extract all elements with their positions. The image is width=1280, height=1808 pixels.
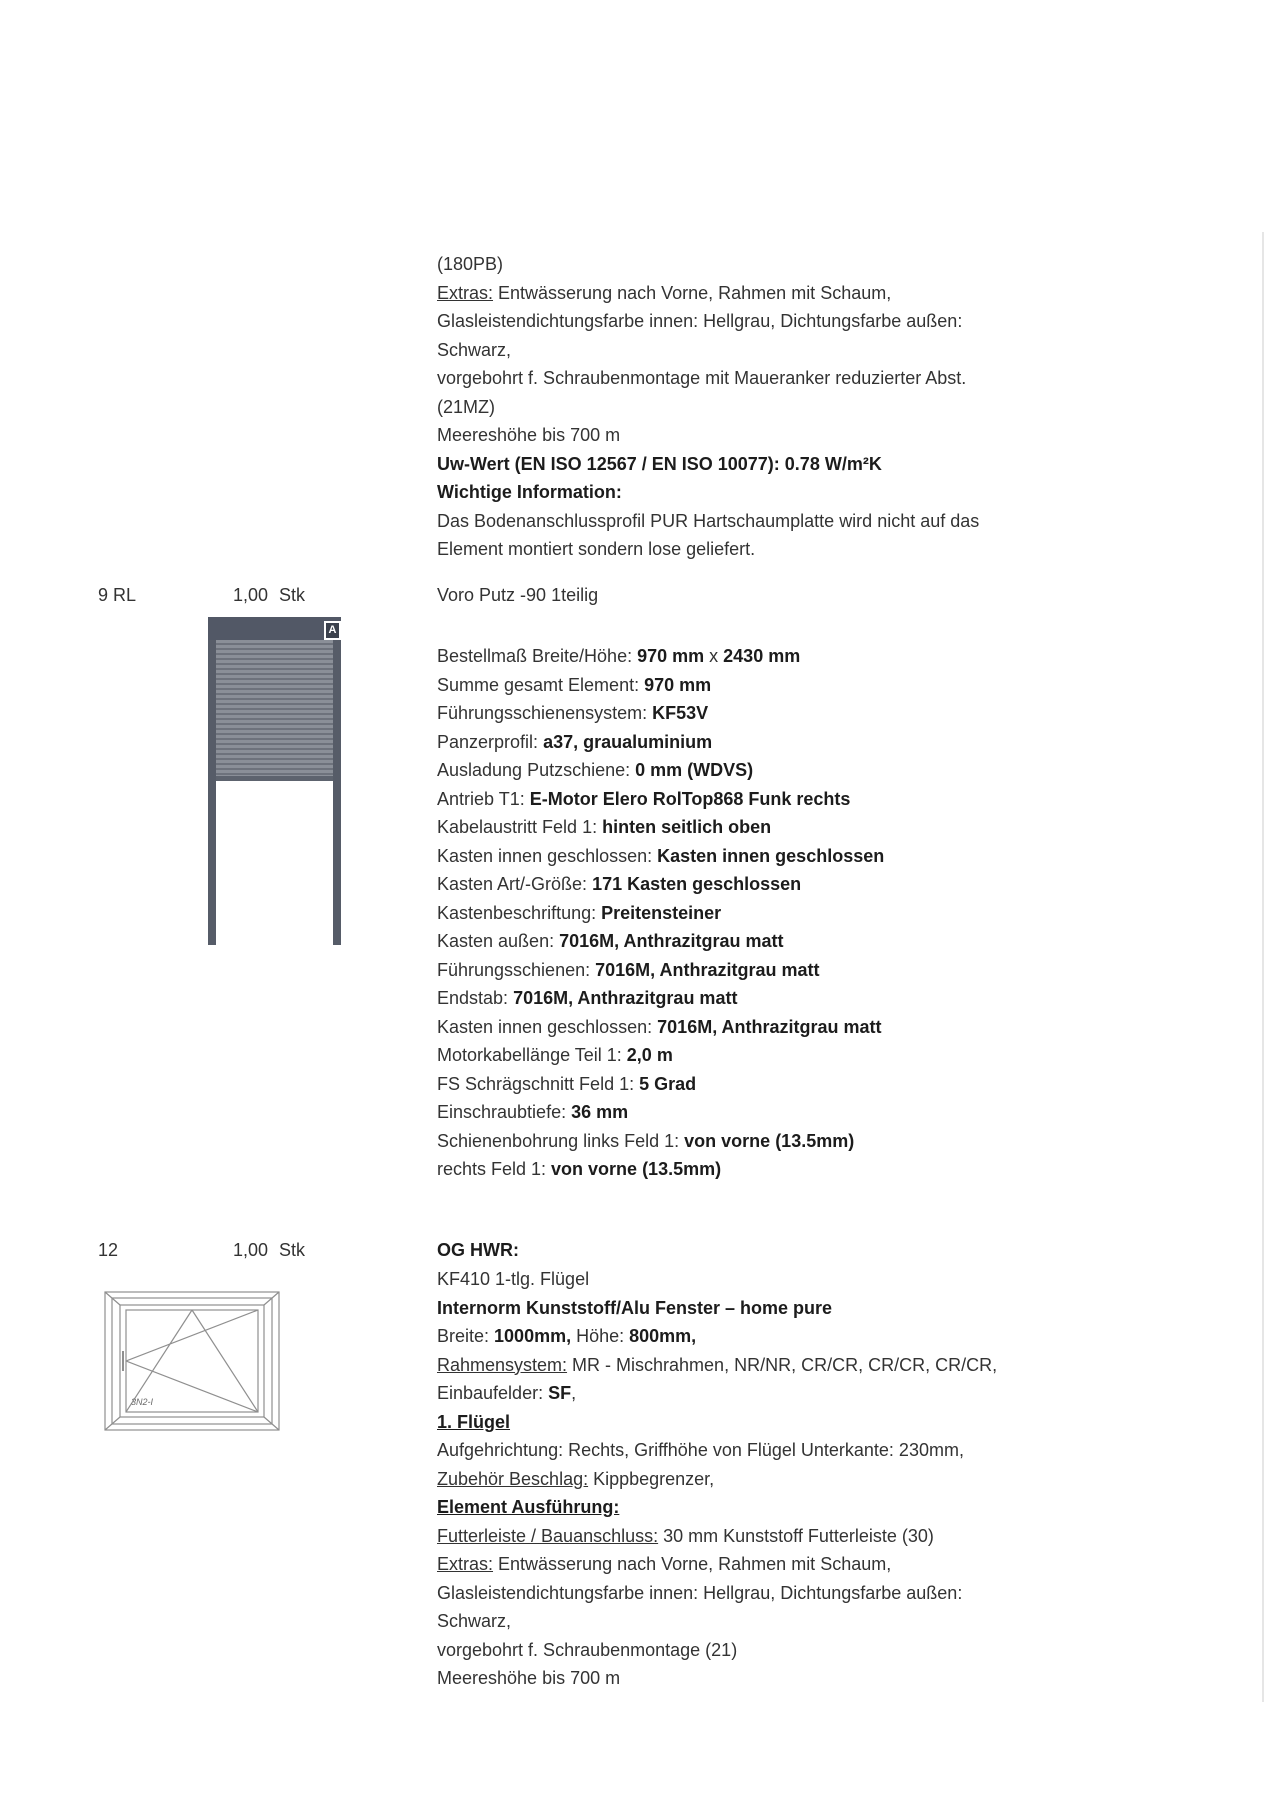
text-line: Element Ausführung: xyxy=(437,1497,620,1517)
text-line: Extras: Entwässerung nach Vorne, Rahmen mit Schaum, xyxy=(437,1554,892,1574)
text-line: Element montiert sondern lose geliefert. xyxy=(437,539,756,559)
text-line: Glasleistendichtungsfarbe innen: Hellgrau, Dichtungsfarbe außen: xyxy=(437,1582,963,1603)
shutter-rail-right xyxy=(333,640,341,945)
position-title: Voro Putz -90 1teilig xyxy=(437,585,599,605)
text-line: Endstab: 7016M, Anthrazitgrau matt xyxy=(437,988,738,1008)
text-line: Kasten innen geschlossen: Kasten innen geschlossen xyxy=(437,845,885,866)
shutter-end-slat xyxy=(215,776,334,781)
shutter-box xyxy=(208,617,341,640)
text-line: (21MZ) xyxy=(437,396,495,417)
position-number: 9 RL xyxy=(98,585,137,605)
text-line: Schienenbohrung links Feld 1: von vorne (13.5mm) xyxy=(437,1130,855,1151)
text-line: Kasten Art/-Größe: 171 Kasten geschlossen xyxy=(437,874,802,894)
position-details-12 xyxy=(437,1265,997,1693)
scan-edge-line xyxy=(1262,232,1264,1702)
window-frame-outer xyxy=(105,1292,279,1430)
text-line: Kastenbeschriftung: Preitensteiner xyxy=(437,902,722,923)
text-line: Summe gesamt Element: 970 mm xyxy=(437,674,712,695)
position-title: OG HWR: xyxy=(437,1240,519,1260)
window-glass-label: 3N2-I xyxy=(131,1397,154,1407)
shutter-badge-a: A xyxy=(324,621,341,640)
text-line: Breite: 1000mm, Höhe: 800mm, xyxy=(437,1326,697,1346)
window-drawing xyxy=(104,1291,280,1431)
text-line: (180PB) xyxy=(437,254,504,274)
intro-text-block xyxy=(437,250,979,564)
text-line: FS Schrägschnitt Feld 1: 5 Grad xyxy=(437,1073,697,1094)
turn-symbol-line xyxy=(126,1310,258,1361)
text-line: 1. Flügel xyxy=(437,1411,511,1432)
position-unit: Stk xyxy=(279,1240,306,1260)
text-line: Aufgehrichtung: Rechts, Griffhöhe von Flügel Unterkante: 230mm, xyxy=(437,1440,964,1460)
text-line: Motorkabellänge Teil 1: 2,0 m xyxy=(437,1045,673,1065)
text-line: Internorm Kunststoff/Alu Fenster – home pure xyxy=(437,1297,833,1318)
position-number: 12 xyxy=(98,1240,119,1260)
roller-shutter-drawing xyxy=(208,617,341,945)
shutter-curtain xyxy=(215,640,334,776)
text-line: Das Bodenanschlussprofil PUR Hartschaumplatte wird nicht auf das xyxy=(437,510,980,531)
text-line: Einbaufelder: SF, xyxy=(437,1383,577,1403)
text-line: Zubehör Beschlag: Kippbegrenzer, xyxy=(437,1468,715,1489)
shutter-rail-left xyxy=(208,640,216,945)
tilt-symbol-line xyxy=(192,1310,258,1412)
text-line: vorgebohrt f. Schraubenmontage (21) xyxy=(437,1639,738,1660)
text-line: Meereshöhe bis 700 m xyxy=(437,425,621,445)
text-line: Extras: Entwässerung nach Vorne, Rahmen mit Schaum, xyxy=(437,282,892,303)
position-details-9rl xyxy=(437,642,884,1184)
text-line: Antrieb T1: E-Motor Elero RolTop868 Funk rechts xyxy=(437,788,851,809)
text-line: Rahmensystem: MR - Mischrahmen, NR/NR, CR/CR, CR/CR, CR/CR, xyxy=(437,1354,998,1375)
text-line: rechts Feld 1: von vorne (13.5mm) xyxy=(437,1159,722,1179)
position-quantity: 1,00 xyxy=(232,585,268,605)
text-line: vorgebohrt f. Schraubenmontage mit Maueranker reduzierter Abst. xyxy=(437,368,967,388)
text-line: Futterleiste / Bauanschluss: 30 mm Kunststoff Futterleiste (30) xyxy=(437,1525,934,1546)
position-quantity: 1,00 xyxy=(232,1240,268,1260)
text-line: Kabelaustritt Feld 1: hinten seitlich oben xyxy=(437,817,772,837)
text-line: Einschraubtiefe: 36 mm xyxy=(437,1102,629,1122)
text-line: Panzerprofil: a37, graualuminium xyxy=(437,731,713,752)
text-line: Führungsschienen: 7016M, Anthrazitgrau matt xyxy=(437,959,820,980)
text-line: Führungsschienensystem: KF53V xyxy=(437,703,709,723)
text-line: Schwarz, xyxy=(437,1611,512,1631)
text-line: Ausladung Putzschiene: 0 mm (WDVS) xyxy=(437,760,754,780)
text-line: Uw-Wert (EN ISO 12567 / EN ISO 10077): 0.78 W/m²K xyxy=(437,453,882,474)
text-line: Bestellmaß Breite/Höhe: 970 mm x 2430 mm xyxy=(437,646,801,666)
position-unit: Stk xyxy=(279,585,306,605)
text-line: Kasten außen: 7016M, Anthrazitgrau matt xyxy=(437,931,784,951)
text-line: Kasten innen geschlossen: 7016M, Anthrazitgrau matt xyxy=(437,1016,882,1037)
text-line: Schwarz, xyxy=(437,339,512,360)
text-line: Glasleistendichtungsfarbe innen: Hellgrau, Dichtungsfarbe außen: xyxy=(437,311,963,331)
text-line: Meereshöhe bis 700 m xyxy=(437,1668,621,1688)
text-line: Wichtige Information: xyxy=(437,482,622,502)
text-line: KF410 1-tlg. Flügel xyxy=(437,1269,590,1289)
